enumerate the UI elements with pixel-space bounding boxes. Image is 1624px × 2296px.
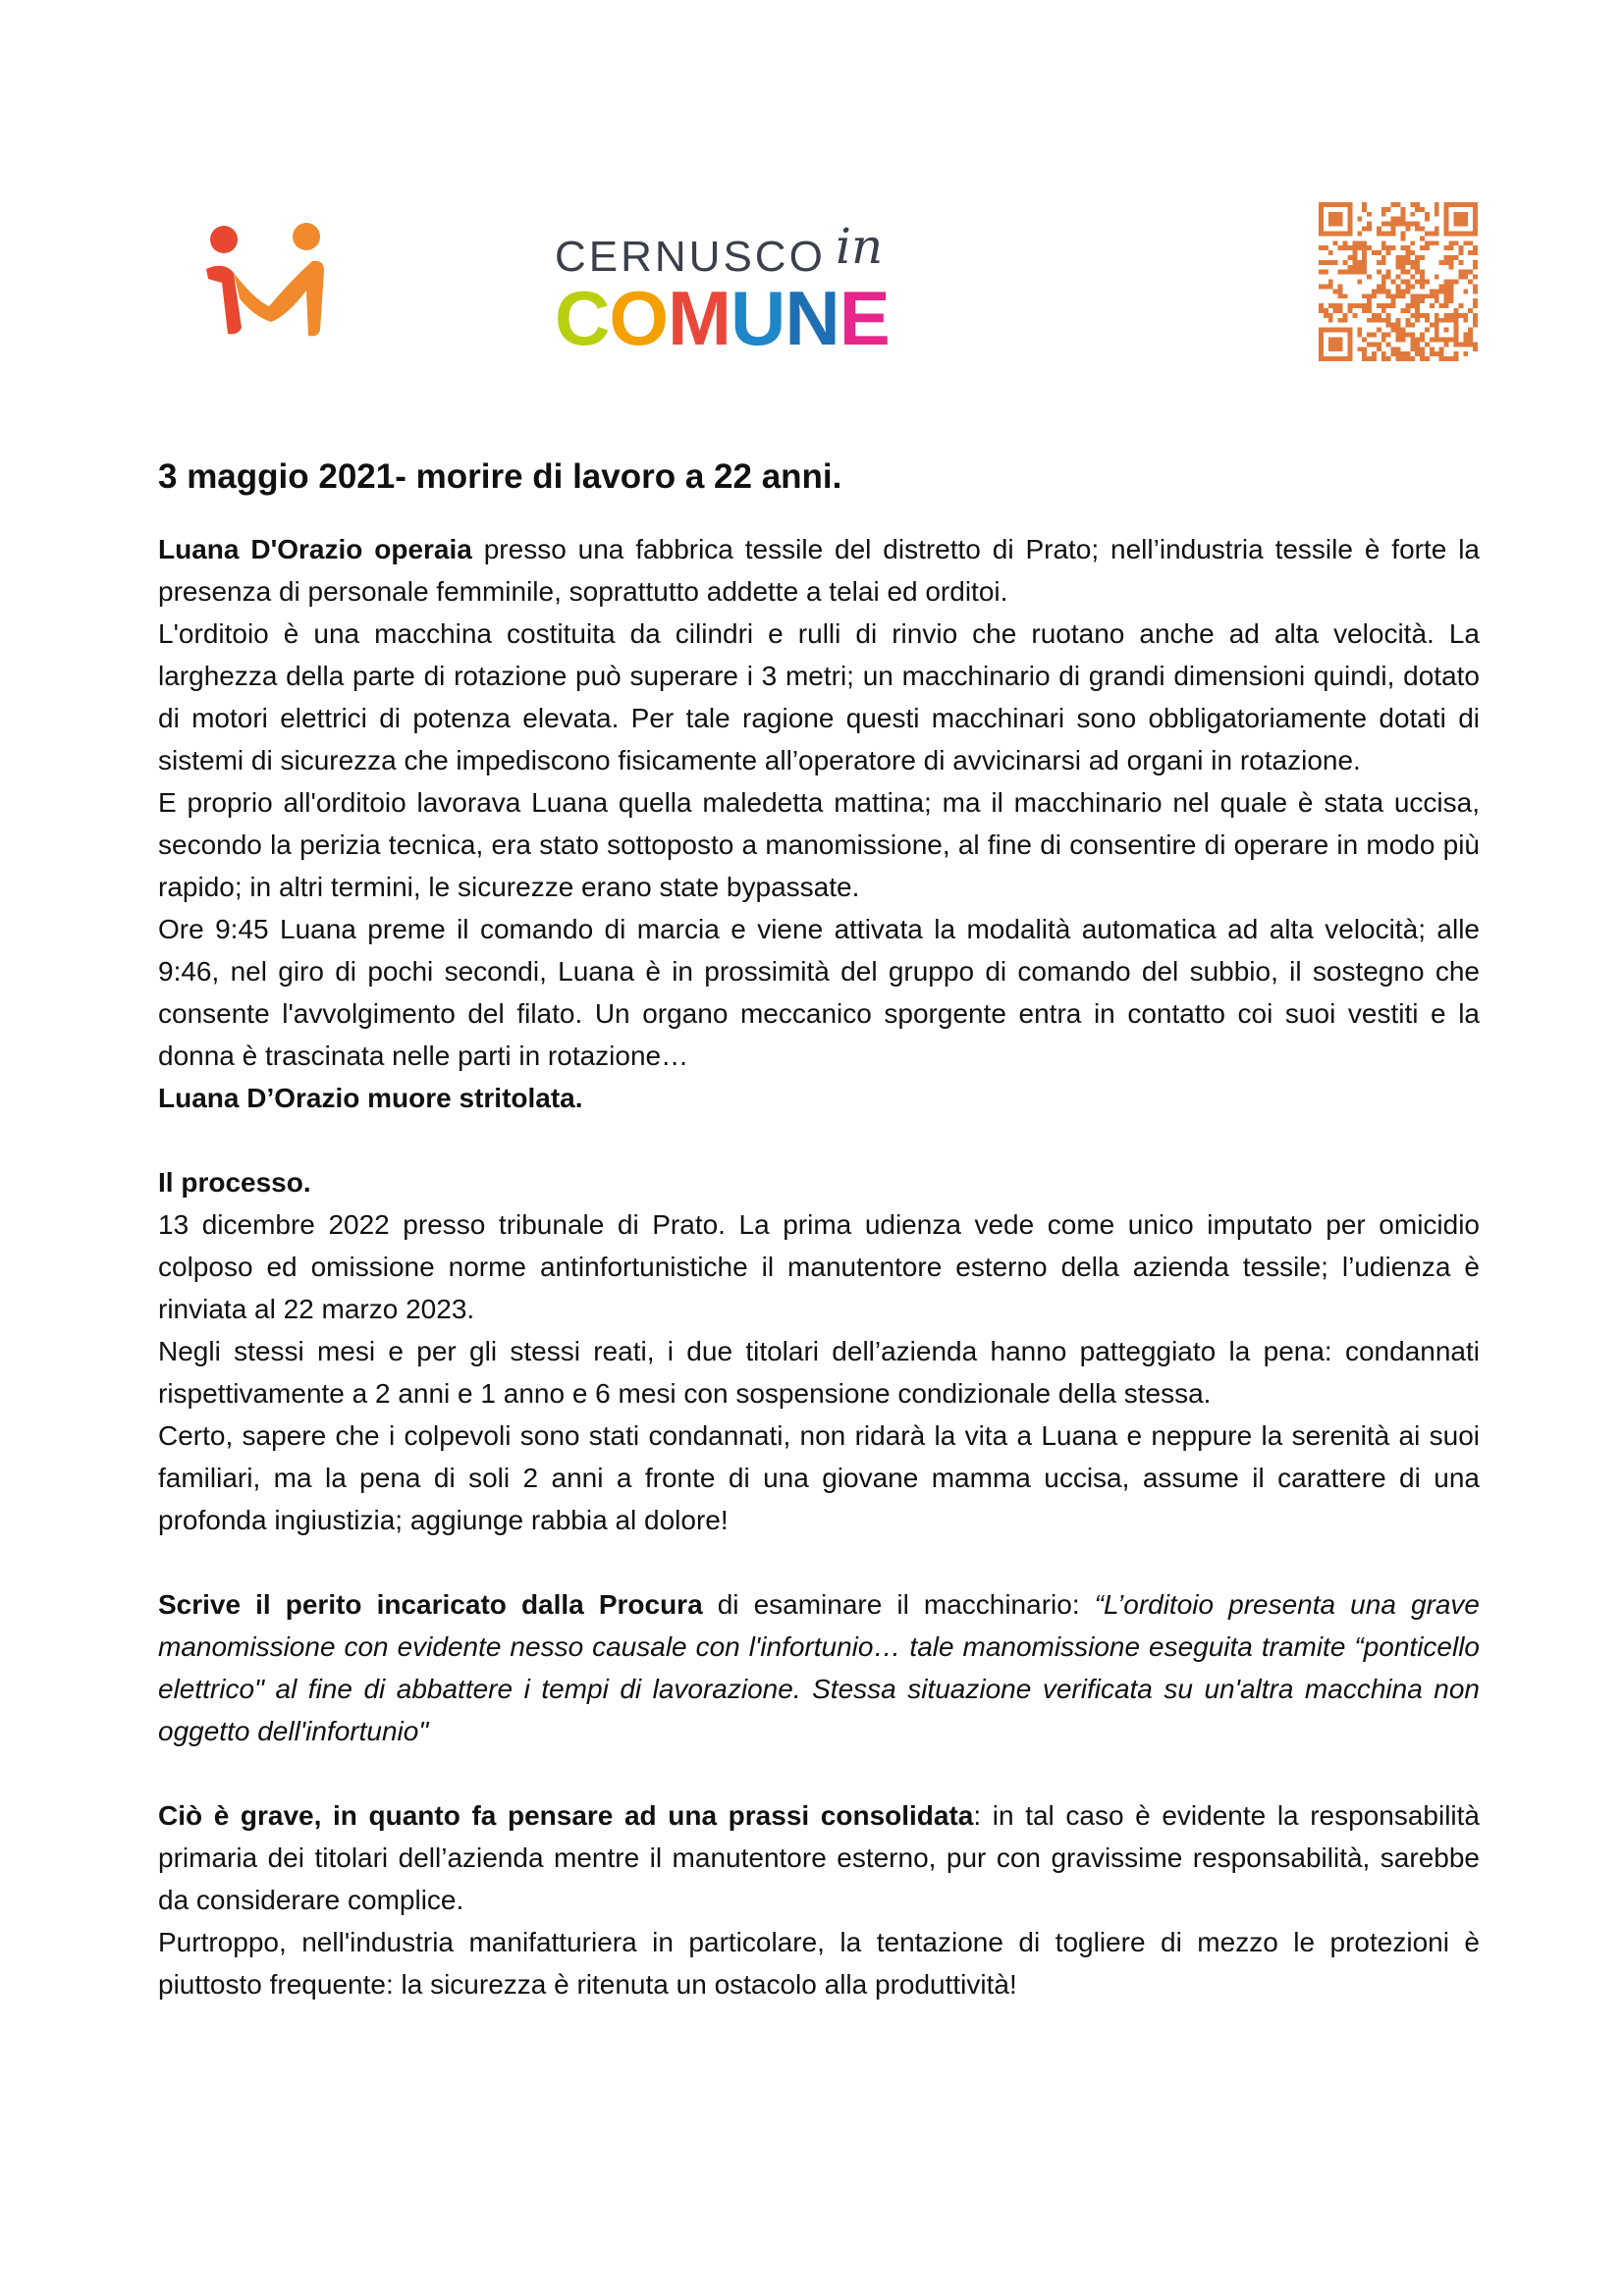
expert-quote: “L’orditoio presenta una grave manomissione con evidente nesso causale con l'infortunio… tale manomissione eseguita tramite “ponticello elettrico" al fine di abbattere i tempi di lavorazione. Stessa situazione verificata su un'altra macchina non oggetto dell'infortunio" xyxy=(158,1588,1480,1746)
paragraph-hearing: 13 dicembre 2022 presso tribunale di Prato. La prima udienza vede come unico imputato per omicidio colposo ed omissione norme antinfortunistiche il manutentore esterno della azienda tessile; l’udienza è rinviata al 22 marzo 2023. xyxy=(158,1208,1480,1324)
paragraph-expert xyxy=(158,1583,1480,1752)
paragraph-timeline: Ore 9:45 Luana preme il comando di marcia e viene attivata la modalità automatica ad alta velocità; alle 9:46, nel giro di pochi secondi, Luana è in prossimità del gruppo di comando del subbio, il sostegno che consente l'avvolgimento del filato. Un organo meccanico sporgente entra in contatto coi suoi vestiti e la donna è trascinata nelle parti in rotazione… xyxy=(158,913,1480,1071)
death-bold: Luana D’Orazio muore stritolata. xyxy=(158,1082,583,1113)
paragraph-morning: E proprio all'orditoio lavorava Luana quella maledetta mattina; ma il macchinario nel quale è stata uccisa, secondo la perizia tecnica, era stato sottoposto a manomissione, al fine di consentire di operare in modo più rapido; in altri termini, le sicurezze erano state bypassate. xyxy=(158,786,1480,902)
paragraph-intro xyxy=(158,528,1480,613)
cernusco-in-word: in xyxy=(836,218,884,275)
cernusco-word: CERNUSCO xyxy=(555,233,826,281)
comune-word xyxy=(555,275,890,361)
comune-letter: U xyxy=(731,275,785,361)
intro-text: presso una fabbrica tessile del distretto di Prato; nell’industria tessile è forte la presenza di personale femminile, soprattutto addette a telai ed orditoi. xyxy=(158,533,1480,607)
grave-bold: Ciò è grave, in quanto fa pensare ad una prassi consolidata xyxy=(158,1799,974,1831)
paragraph-grave xyxy=(158,1794,1480,1921)
paragraph-injustice: Certo, sapere che i colpevoli sono stati condannati, non ridarà la vita a Luana e neppure la serenità ai suoi familiari, ma la pena di soli 2 anni a fronte di una giovane mamma uccisa, assume il carattere di una profonda ingiustizia; aggiunge rabbia al dolore! xyxy=(158,1419,1480,1535)
comune-letter: M xyxy=(668,275,731,361)
grave-text: : in tal caso è evidente la responsabilità primaria dei titolari dell’azienda mentre il manutentore esterno, pur con gravissime responsabilità, sarebbe da considerare complice. xyxy=(158,1799,1481,1915)
human-m-logo-icon xyxy=(196,222,334,338)
comune-letter: C xyxy=(555,275,610,361)
paragraph-orditoio: L'orditoio è una macchina costituita da cilindri e rulli di rinvio che ruotano anche ad alta velocità. La larghezza della parte di rotazione può superare i 3 metri; un macchinario di grandi dimensioni quindi, dotato di motori elettrici di potenza elevata. Per tale ragione questi macchinari sono obbligatoriamente dotati di sistemi di sicurezza che impediscono fisicamente all’operatore di avvicinarsi ad organi in rotazione. xyxy=(158,617,1480,775)
processo-bold: Il processo. xyxy=(158,1166,311,1198)
section-heading-processo xyxy=(158,1161,1480,1203)
qr-code-icon xyxy=(1319,202,1478,361)
page-title: 3 maggio 2021- morire di lavoro a 22 anni. xyxy=(158,457,842,496)
comune-letter: O xyxy=(609,275,669,361)
paragraph-plea: Negli stessi mesi e per gli stessi reati, i due titolari dell’azienda hanno patteggiato la pena: condannati rispettivamente a 2 anni e 1 anno e 6 mesi con sospensione condizionale della stessa. xyxy=(158,1335,1480,1409)
comune-letter: N xyxy=(785,275,839,361)
document-body xyxy=(158,442,1480,2005)
expert-text: di esaminare il macchinario: xyxy=(702,1588,1095,1620)
paragraph-conclusion: Purtroppo, nell'industria manifatturiera in particolare, la tentazione di togliere di mezzo le protezioni è piuttosto frequente: la sicurezza è ritenuta un ostacolo alla produttività! xyxy=(158,1926,1480,2000)
comune-letter: E xyxy=(839,275,890,361)
intro-bold: Luana D'Orazio operaia xyxy=(158,533,472,564)
cernusco-in-comune-logo xyxy=(555,218,893,361)
expert-bold: Scrive il perito incaricato dalla Procura xyxy=(158,1588,703,1620)
paragraph-death xyxy=(158,1077,1480,1119)
